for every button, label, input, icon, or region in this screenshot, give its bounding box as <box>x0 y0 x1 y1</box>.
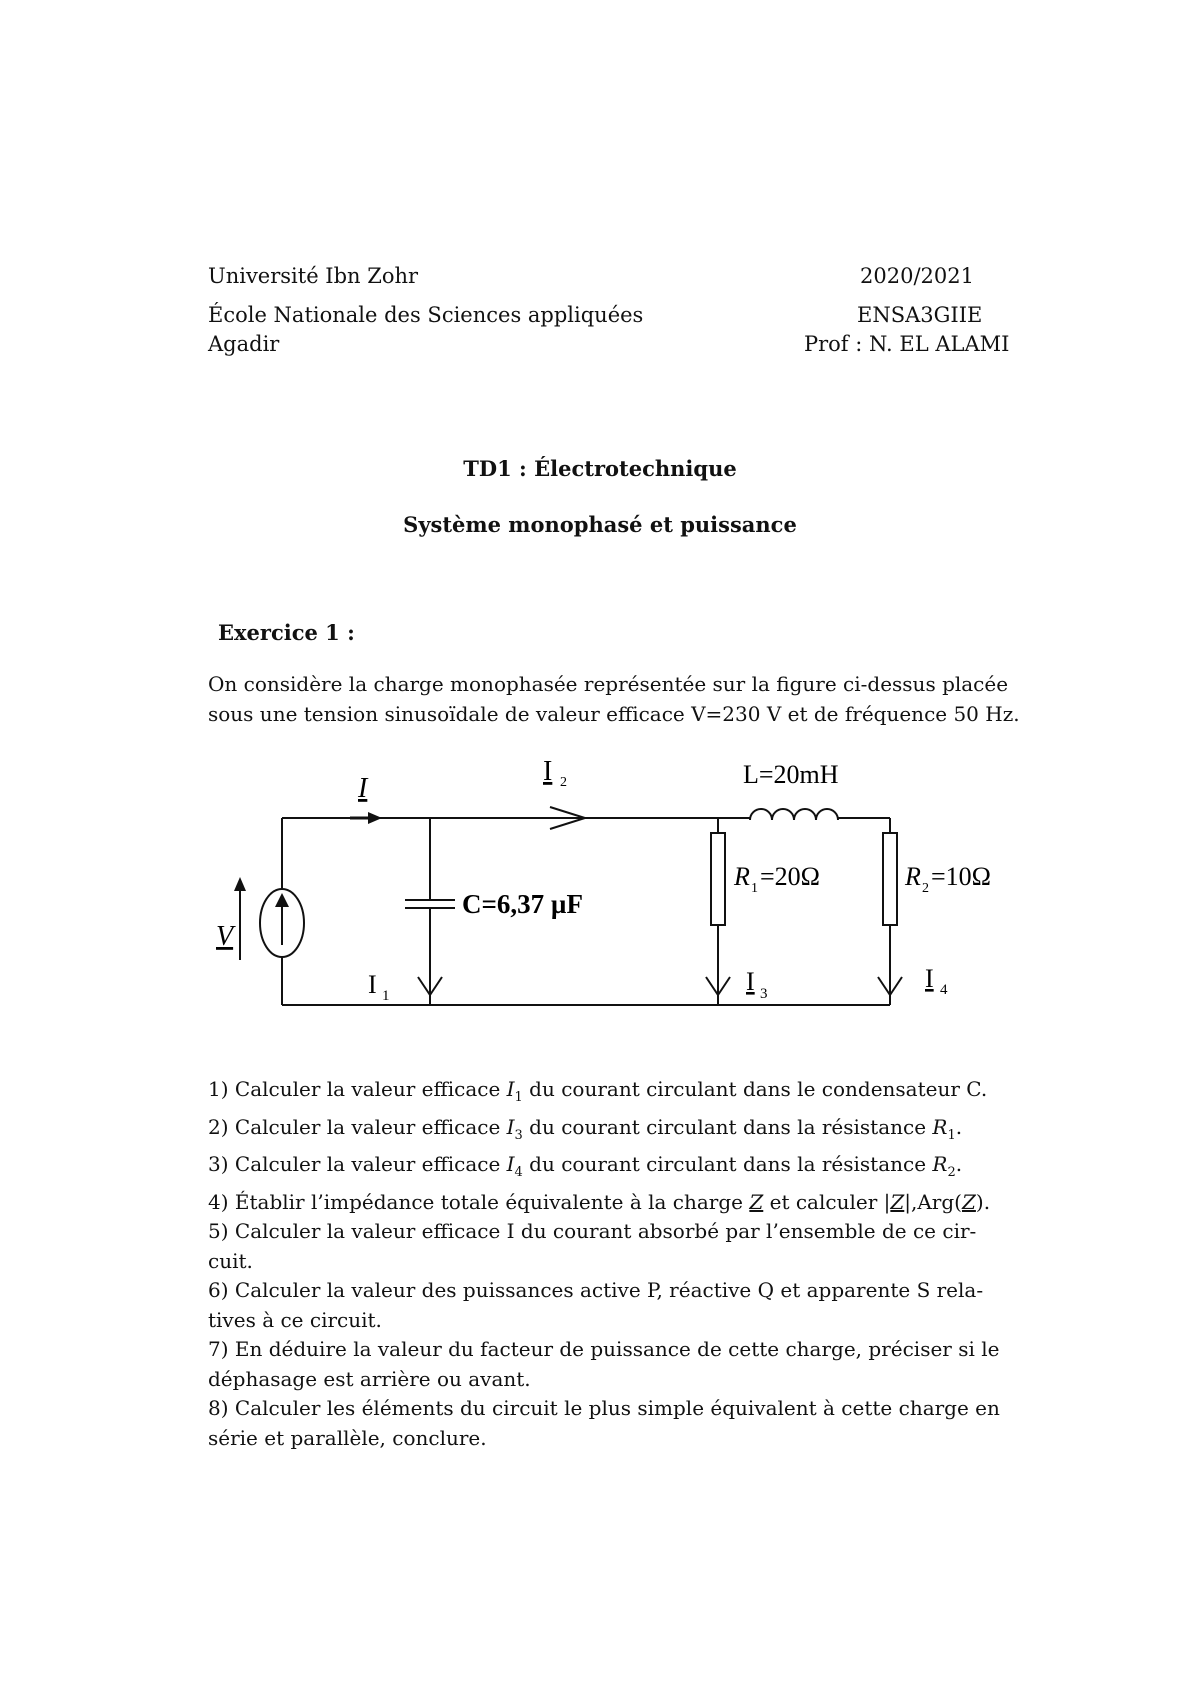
questions-list <box>208 1075 998 1453</box>
question-5: 5) Calculer la valeur efficace I du courant absorbé par l’ensemble de ce cir- <box>208 1219 977 1243</box>
current-i2-label: I <box>543 756 553 787</box>
capacitor-label: C=6,37 µF <box>462 889 583 919</box>
current-i4-label: I <box>925 964 934 993</box>
university-name: Université Ibn Zohr <box>208 264 419 288</box>
current-i3-label: I <box>746 967 755 996</box>
course-code: ENSA3GIIE <box>857 303 983 327</box>
school-name: École Nationale des Sciences appliquées <box>208 303 644 327</box>
r1-sub: 1 <box>751 881 758 896</box>
current-i1-sub: 1 <box>382 988 390 1004</box>
question-3: 3) Calculer la valeur efficace $I_4$ du courant circulant dans la résistance $R_2$. <box>208 1152 963 1180</box>
current-i3-sub: 3 <box>760 986 768 1002</box>
r2-value: =10Ω <box>931 862 991 891</box>
page-title: TD1 : Électrotechnique <box>463 456 737 481</box>
circuit-diagram <box>200 745 1020 1025</box>
question-6: 6) Calculer la valeur des puissances active P, réactive Q et apparente S rela- <box>208 1278 984 1302</box>
inductor-label: L=20mH <box>743 760 839 789</box>
question-5-cont: cuit. <box>208 1248 253 1273</box>
exercise-heading: Exercice 1 : <box>218 620 355 645</box>
question-8: 8) Calculer les éléments du circuit le plus simple équivalent à cette charge en <box>208 1396 1000 1420</box>
academic-year: 2020/2021 <box>860 264 974 288</box>
inductor-coil <box>750 809 838 820</box>
intro-line: On considère la charge monophasée représentée sur la figure ci-dessus placée <box>208 672 1009 696</box>
current-i2-sub: 2 <box>560 775 567 790</box>
r2-body <box>883 833 897 925</box>
exercise-intro <box>208 670 1020 729</box>
v-arrowhead <box>234 877 246 891</box>
question-7-cont: déphasage est arrière ou avant. <box>208 1366 531 1391</box>
voltage-source-arrowhead <box>275 893 289 907</box>
question-6-cont: tives à ce circuit. <box>208 1307 382 1332</box>
question-1: 1) Calculer la valeur efficace $I_1$ du courant circulant dans le condensateur C. <box>208 1077 988 1105</box>
page-subtitle: Système monophasé et puissance <box>403 512 797 537</box>
source-voltage-label: V <box>216 921 234 952</box>
r1-value: =20Ω <box>760 862 820 891</box>
r2-sub: 2 <box>922 881 929 896</box>
current-i4-sub: 4 <box>940 982 948 998</box>
r2-label: R <box>905 862 921 891</box>
r1-body <box>711 833 725 925</box>
city-name: Agadir <box>208 332 280 356</box>
question-8-cont: série et parallèle, conclure. <box>208 1425 487 1450</box>
professor-name: Prof : N. EL ALAMI <box>804 332 1010 356</box>
question-2: 2) Calculer la valeur efficace $I_3$ du courant circulant dans la résistance $R_1$. <box>208 1114 963 1143</box>
intro-line: sous une tension sinusoïdale de valeur efficace V=230 V et de fréquence 50 Hz. <box>208 701 1020 726</box>
question-4: 4) Établir l’impédance totale équivalente à la charge Z et calculer |Z|,Arg(Z). <box>208 1189 991 1214</box>
current-i-label: I <box>358 773 368 804</box>
i-arrowhead <box>368 812 382 824</box>
r1-label: R <box>734 862 750 891</box>
question-7: 7) En déduire la valeur du facteur de puissance de cette charge, préciser si le <box>208 1337 1000 1361</box>
current-i1-label: I <box>368 970 377 999</box>
